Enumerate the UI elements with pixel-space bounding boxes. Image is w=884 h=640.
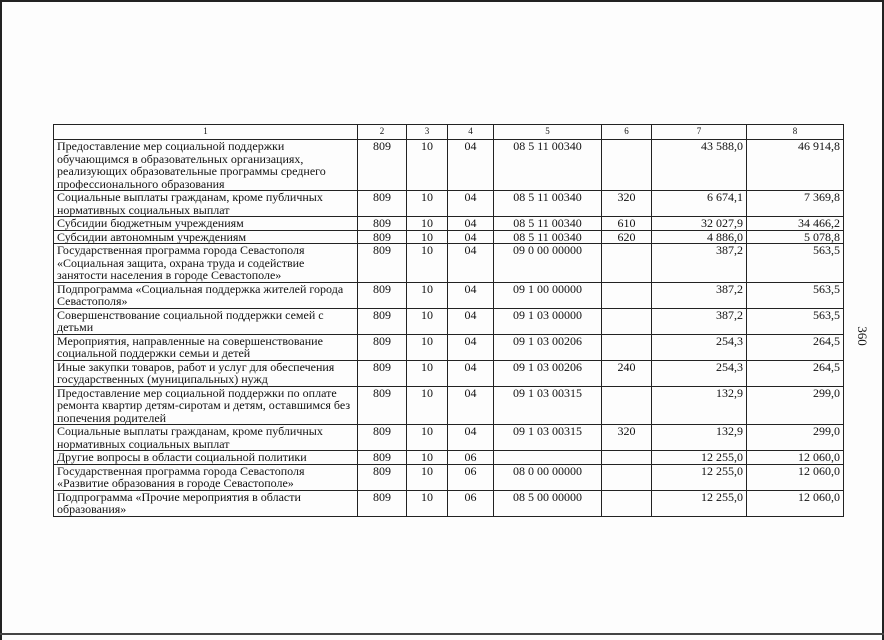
expense-type-cell [602, 490, 652, 516]
amount-year2-cell: 299,0 [747, 386, 844, 425]
admin-code-cell: 809 [358, 425, 407, 451]
amount-year1-cell: 254,3 [652, 360, 747, 386]
row-name-cell: Подпрограмма «Прочие мероприятия в области образования» [54, 490, 358, 516]
amount-year1-cell: 6 674,1 [652, 191, 747, 217]
amount-year1-cell: 4 886,0 [652, 230, 747, 244]
section-cell: 10 [407, 490, 448, 516]
target-article-cell: 09 0 00 00000 [494, 244, 602, 283]
table-row [54, 451, 844, 465]
admin-code-cell: 809 [358, 386, 407, 425]
expense-type-cell: 240 [602, 360, 652, 386]
table-row [54, 308, 844, 334]
amount-year2-cell: 563,5 [747, 282, 844, 308]
scan-border-left [0, 0, 2, 640]
admin-code-cell: 809 [358, 334, 407, 360]
table-row [54, 140, 844, 191]
section-cell: 10 [407, 244, 448, 283]
target-article-cell: 09 1 03 00000 [494, 308, 602, 334]
expense-type-cell [602, 244, 652, 283]
table-row [54, 244, 844, 283]
page-number: 360 [855, 326, 870, 346]
amount-year2-cell: 563,5 [747, 308, 844, 334]
header-cell: 1 [54, 125, 358, 140]
subsection-cell: 06 [448, 451, 494, 465]
amount-year1-cell: 12 255,0 [652, 490, 747, 516]
row-name-cell: Совершенствование социальной поддержки семей с детьми [54, 308, 358, 334]
table-row [54, 282, 844, 308]
row-name-cell: Субсидии бюджетным учреждениям [54, 217, 358, 231]
table-row [54, 464, 844, 490]
table-header-row [54, 125, 844, 140]
table-row [54, 191, 844, 217]
subsection-cell: 04 [448, 360, 494, 386]
table-row [54, 334, 844, 360]
expense-type-cell [602, 451, 652, 465]
section-cell: 10 [407, 282, 448, 308]
row-name-cell: Государственная программа города Севастополя «Социальная защита, охрана труда и содействие занятости населения в городе Севастополе» [54, 244, 358, 283]
expense-type-cell [602, 140, 652, 191]
row-name-cell: Социальные выплаты гражданам, кроме публичных нормативных социальных выплат [54, 425, 358, 451]
row-name-cell: Социальные выплаты гражданам, кроме публичных нормативных социальных выплат [54, 191, 358, 217]
amount-year1-cell: 387,2 [652, 308, 747, 334]
row-name-cell: Государственная программа города Севастополя «Развитие образования в городе Севастополе» [54, 464, 358, 490]
row-name-cell: Мероприятия, направленные на совершенствование социальной поддержки семьи и детей [54, 334, 358, 360]
admin-code-cell: 809 [358, 217, 407, 231]
amount-year2-cell: 5 078,8 [747, 230, 844, 244]
header-cell: 8 [747, 125, 844, 140]
table-row [54, 386, 844, 425]
admin-code-cell: 809 [358, 451, 407, 465]
scan-border-top [0, 0, 884, 2]
section-cell: 10 [407, 425, 448, 451]
expense-type-cell [602, 334, 652, 360]
target-article-cell: 09 1 03 00315 [494, 425, 602, 451]
admin-code-cell: 809 [358, 308, 407, 334]
section-cell: 10 [407, 191, 448, 217]
amount-year1-cell: 387,2 [652, 244, 747, 283]
section-cell: 10 [407, 308, 448, 334]
section-cell: 10 [407, 451, 448, 465]
admin-code-cell: 809 [358, 140, 407, 191]
target-article-cell [494, 451, 602, 465]
target-article-cell: 08 0 00 00000 [494, 464, 602, 490]
amount-year2-cell: 264,5 [747, 360, 844, 386]
target-article-cell: 08 5 11 00340 [494, 230, 602, 244]
subsection-cell: 04 [448, 386, 494, 425]
row-name-cell: Другие вопросы в области социальной политики [54, 451, 358, 465]
header-cell: 7 [652, 125, 747, 140]
expense-type-cell [602, 386, 652, 425]
amount-year2-cell: 563,5 [747, 244, 844, 283]
section-cell: 10 [407, 230, 448, 244]
subsection-cell: 04 [448, 308, 494, 334]
amount-year2-cell: 264,5 [747, 334, 844, 360]
section-cell: 10 [407, 464, 448, 490]
target-article-cell: 08 5 11 00340 [494, 140, 602, 191]
target-article-cell: 08 5 11 00340 [494, 191, 602, 217]
section-cell: 10 [407, 217, 448, 231]
expense-type-cell [602, 464, 652, 490]
target-article-cell: 08 5 00 00000 [494, 490, 602, 516]
target-article-cell: 09 1 03 00206 [494, 360, 602, 386]
expense-type-cell: 610 [602, 217, 652, 231]
amount-year1-cell: 12 255,0 [652, 464, 747, 490]
section-cell: 10 [407, 140, 448, 191]
subsection-cell: 04 [448, 334, 494, 360]
expense-type-cell: 620 [602, 230, 652, 244]
subsection-cell: 04 [448, 425, 494, 451]
admin-code-cell: 809 [358, 464, 407, 490]
expense-type-cell [602, 282, 652, 308]
expense-type-cell [602, 308, 652, 334]
admin-code-cell: 809 [358, 191, 407, 217]
section-cell: 10 [407, 386, 448, 425]
table-row [54, 360, 844, 386]
subsection-cell: 04 [448, 244, 494, 283]
amount-year2-cell: 46 914,8 [747, 140, 844, 191]
header-cell: 5 [494, 125, 602, 140]
amount-year1-cell: 43 588,0 [652, 140, 747, 191]
header-cell: 6 [602, 125, 652, 140]
admin-code-cell: 809 [358, 230, 407, 244]
expense-type-cell: 320 [602, 191, 652, 217]
header-cell: 2 [358, 125, 407, 140]
admin-code-cell: 809 [358, 244, 407, 283]
section-cell: 10 [407, 360, 448, 386]
amount-year2-cell: 7 369,8 [747, 191, 844, 217]
subsection-cell: 04 [448, 217, 494, 231]
row-name-cell: Субсидии автономным учреждениям [54, 230, 358, 244]
subsection-cell: 04 [448, 230, 494, 244]
amount-year2-cell: 12 060,0 [747, 490, 844, 516]
amount-year1-cell: 32 027,9 [652, 217, 747, 231]
table-row [54, 230, 844, 244]
budget-table [53, 124, 844, 517]
table-row [54, 217, 844, 231]
header-cell: 4 [448, 125, 494, 140]
budget-table-body [54, 125, 844, 517]
header-cell: 3 [407, 125, 448, 140]
amount-year2-cell: 34 466,2 [747, 217, 844, 231]
subsection-cell: 04 [448, 191, 494, 217]
amount-year1-cell: 132,9 [652, 425, 747, 451]
target-article-cell: 08 5 11 00340 [494, 217, 602, 231]
amount-year2-cell: 12 060,0 [747, 464, 844, 490]
scan-border-bottom [0, 633, 884, 635]
amount-year1-cell: 254,3 [652, 334, 747, 360]
target-article-cell: 09 1 03 00315 [494, 386, 602, 425]
admin-code-cell: 809 [358, 360, 407, 386]
target-article-cell: 09 1 03 00206 [494, 334, 602, 360]
subsection-cell: 04 [448, 140, 494, 191]
target-article-cell: 09 1 00 00000 [494, 282, 602, 308]
admin-code-cell: 809 [358, 282, 407, 308]
expense-type-cell: 320 [602, 425, 652, 451]
row-name-cell: Подпрограмма «Социальная поддержка жителей города Севастополя» [54, 282, 358, 308]
amount-year2-cell: 299,0 [747, 425, 844, 451]
row-name-cell: Предоставление мер социальной поддержки по оплате ремонта квартир детям-сиротам и детям, оставшимся без попечения родителей [54, 386, 358, 425]
subsection-cell: 06 [448, 490, 494, 516]
subsection-cell: 06 [448, 464, 494, 490]
admin-code-cell: 809 [358, 490, 407, 516]
row-name-cell: Иные закупки товаров, работ и услуг для обеспечения государственных (муниципальных) нужд [54, 360, 358, 386]
table-row [54, 490, 844, 516]
amount-year1-cell: 387,2 [652, 282, 747, 308]
subsection-cell: 04 [448, 282, 494, 308]
section-cell: 10 [407, 334, 448, 360]
amount-year1-cell: 132,9 [652, 386, 747, 425]
amount-year1-cell: 12 255,0 [652, 451, 747, 465]
amount-year2-cell: 12 060,0 [747, 451, 844, 465]
table-row [54, 425, 844, 451]
row-name-cell: Предоставление мер социальной поддержки обучающимся в образовательных организациях, реализующих образовательные программы среднего профессионального образования [54, 140, 358, 191]
